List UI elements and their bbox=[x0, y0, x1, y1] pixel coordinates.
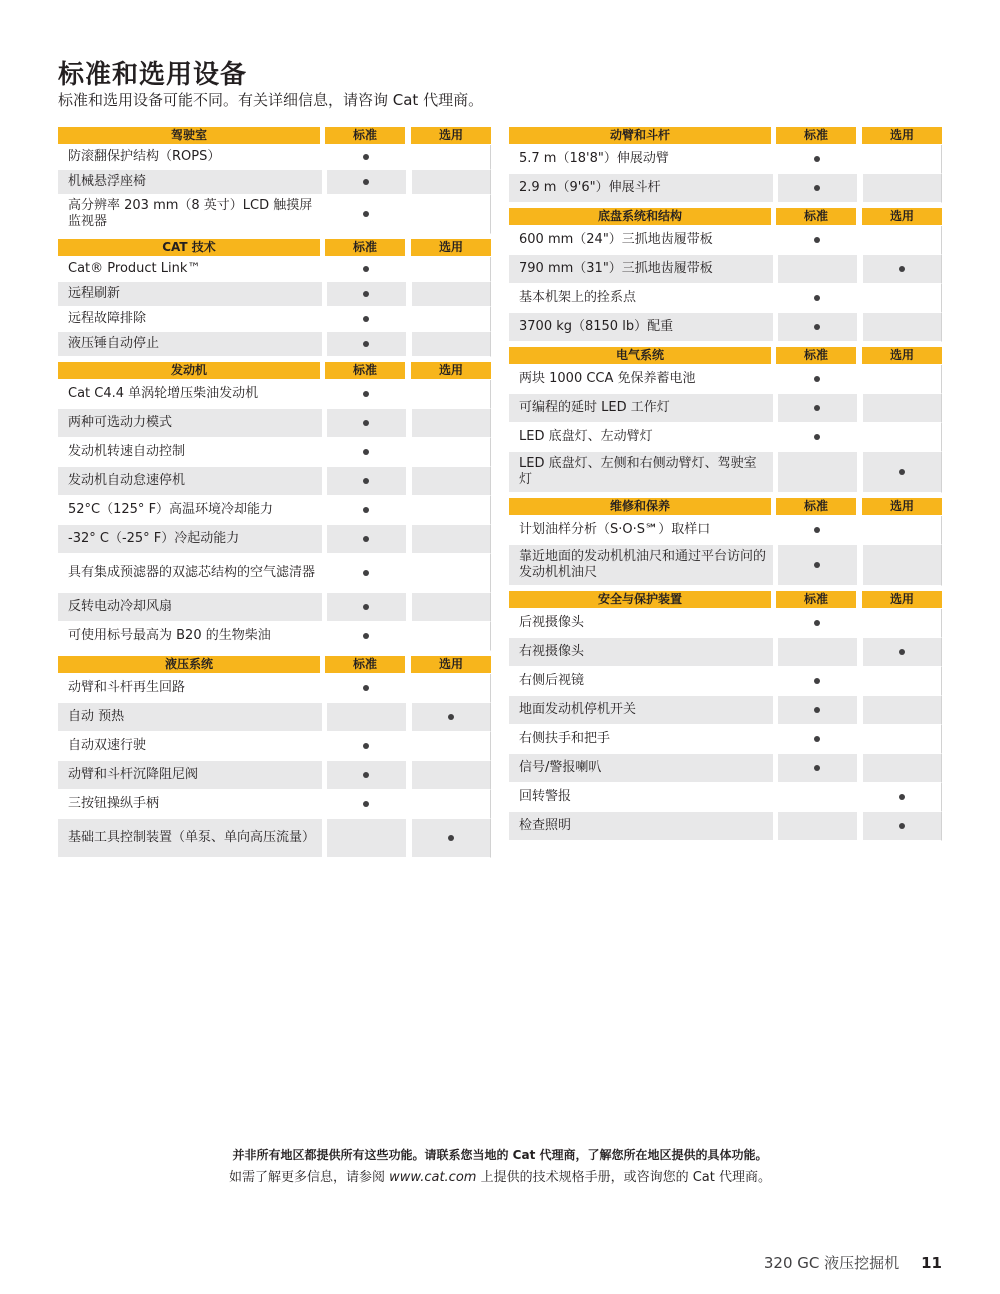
standard-cell bbox=[327, 703, 406, 731]
equipment-name: 高分辨率 203 mm（8 英寸）LCD 触摸屏监视器 bbox=[68, 198, 313, 229]
equipment-row bbox=[509, 696, 942, 725]
standard-column-header: 标准 bbox=[325, 127, 405, 144]
standard-cell bbox=[778, 174, 857, 202]
standard-column-header: 标准 bbox=[776, 591, 856, 608]
standard-cell bbox=[327, 282, 406, 306]
standard-column-header: 标准 bbox=[325, 362, 405, 379]
equipment-name: LED 底盘灯、左侧和右侧动臂灯、驾驶室灯 bbox=[509, 452, 773, 492]
standard-cell bbox=[327, 761, 406, 789]
optional-column-header: 选用 bbox=[411, 127, 491, 144]
equipment-name: 右视摄像头 bbox=[509, 638, 773, 666]
section-header bbox=[58, 362, 491, 380]
standard-column-header: 标准 bbox=[325, 239, 405, 256]
bullet-icon bbox=[363, 420, 369, 426]
equipment-name: 自动双速行驶 bbox=[68, 738, 147, 753]
optional-cell bbox=[412, 409, 490, 437]
bullet-icon bbox=[814, 562, 820, 568]
equipment-row bbox=[58, 593, 491, 622]
equipment-name: 回转警报 bbox=[519, 789, 572, 804]
equipment-name: 检查照明 bbox=[509, 812, 773, 840]
equipment-section bbox=[509, 127, 942, 203]
standard-cell bbox=[778, 226, 857, 254]
optional-cell bbox=[412, 282, 490, 306]
equipment-name: -32° C（-25° F）冷起动能力 bbox=[58, 525, 322, 553]
optional-cell bbox=[412, 761, 490, 789]
equipment-name: 防滚翻保护结构（ROPS） bbox=[68, 149, 221, 164]
standard-column-header: 标准 bbox=[776, 498, 856, 515]
equipment-row bbox=[509, 609, 942, 638]
equipment-row bbox=[58, 380, 491, 409]
equipment-row bbox=[509, 226, 942, 255]
bullet-icon bbox=[363, 179, 369, 185]
optional-cell bbox=[412, 195, 490, 233]
bullet-icon bbox=[814, 527, 820, 533]
bullet-icon bbox=[448, 835, 454, 841]
optional-cell bbox=[863, 365, 941, 393]
standard-cell bbox=[327, 496, 406, 524]
equipment-row bbox=[509, 667, 942, 696]
equipment-name: 两块 1000 CCA 免保养蓄电池 bbox=[519, 371, 696, 386]
equipment-name: 基本机架上的拴系点 bbox=[519, 290, 637, 305]
optional-cell bbox=[863, 725, 941, 753]
standard-cell bbox=[778, 284, 857, 312]
optional-cell bbox=[863, 174, 941, 202]
standard-cell bbox=[327, 438, 406, 466]
equipment-section bbox=[509, 498, 942, 586]
bullet-icon bbox=[363, 570, 369, 576]
section-header bbox=[509, 498, 942, 516]
equipment-row bbox=[509, 174, 942, 203]
section-header bbox=[58, 656, 491, 674]
equipment-row bbox=[509, 638, 942, 667]
equipment-row bbox=[509, 783, 942, 812]
standard-cell bbox=[778, 754, 857, 782]
equipment-row bbox=[58, 761, 491, 790]
standard-cell bbox=[778, 394, 857, 422]
section-title: 电气系统 bbox=[509, 347, 771, 364]
equipment-row bbox=[509, 423, 942, 452]
bullet-icon bbox=[899, 469, 905, 475]
optional-cell bbox=[412, 593, 490, 621]
optional-column-header: 选用 bbox=[862, 208, 942, 225]
equipment-name: 自动 预热 bbox=[58, 703, 322, 731]
standard-cell bbox=[778, 313, 857, 341]
equipment-row bbox=[58, 622, 491, 651]
standard-cell bbox=[778, 812, 857, 840]
equipment-name: Cat® Product Link™ bbox=[68, 261, 201, 276]
equipment-name: 后视摄像头 bbox=[519, 615, 585, 630]
optional-cell bbox=[863, 516, 941, 544]
standard-cell bbox=[778, 609, 857, 637]
bullet-icon bbox=[814, 620, 820, 626]
equipment-row bbox=[58, 282, 491, 307]
equipment-name: 动臂和斗杆再生回路 bbox=[68, 680, 186, 695]
standard-cell bbox=[778, 145, 857, 173]
equipment-row bbox=[58, 170, 491, 195]
standard-cell bbox=[327, 593, 406, 621]
optional-column-header: 选用 bbox=[862, 498, 942, 515]
optional-cell bbox=[863, 812, 941, 840]
standard-cell bbox=[327, 674, 406, 702]
optional-cell bbox=[412, 819, 490, 857]
equipment-row bbox=[58, 554, 491, 593]
standard-cell bbox=[327, 332, 406, 356]
optional-column-header: 选用 bbox=[862, 127, 942, 144]
standard-cell bbox=[778, 365, 857, 393]
standard-cell bbox=[327, 554, 406, 592]
bullet-icon bbox=[363, 604, 369, 610]
equipment-name: 动臂和斗杆沉降阻尼阀 bbox=[58, 761, 322, 789]
equipment-name: 52°C（125° F）高温环境冷却能力 bbox=[68, 502, 274, 517]
bullet-icon bbox=[814, 765, 820, 771]
equipment-name: 600 mm（24"）三抓地齿履带板 bbox=[519, 232, 713, 247]
bullet-icon bbox=[363, 507, 369, 513]
bullet-icon bbox=[363, 316, 369, 322]
standard-cell bbox=[778, 638, 857, 666]
equipment-row bbox=[509, 365, 942, 394]
equipment-row bbox=[58, 674, 491, 703]
page-title: 标准和选用设备 bbox=[58, 60, 248, 90]
equipment-row bbox=[58, 409, 491, 438]
page-subtitle: 标准和选用设备可能不同。有关详细信息，请咨询 Cat 代理商。 bbox=[58, 91, 484, 109]
bullet-icon bbox=[814, 678, 820, 684]
equipment-row bbox=[58, 703, 491, 732]
optional-cell bbox=[412, 307, 490, 331]
more-info-note bbox=[0, 1166, 1000, 1185]
equipment-section bbox=[58, 362, 491, 651]
equipment-name: 两种可选动力模式 bbox=[58, 409, 322, 437]
standard-cell bbox=[778, 783, 857, 811]
optional-cell bbox=[863, 452, 941, 492]
bullet-icon bbox=[363, 685, 369, 691]
equipment-section bbox=[58, 127, 491, 234]
optional-cell bbox=[863, 394, 941, 422]
more-info-text-before: 如需了解更多信息，请参阅 bbox=[229, 1170, 390, 1185]
optional-cell bbox=[412, 170, 490, 194]
standard-cell bbox=[327, 307, 406, 331]
standard-cell bbox=[327, 622, 406, 650]
section-title: 液压系统 bbox=[58, 656, 320, 673]
optional-cell bbox=[863, 284, 941, 312]
equipment-name: 右侧扶手和把手 bbox=[519, 731, 611, 746]
left-equipment-column bbox=[58, 127, 491, 863]
section-header bbox=[509, 591, 942, 609]
standard-column-header: 标准 bbox=[325, 656, 405, 673]
optional-cell bbox=[412, 790, 490, 818]
standard-cell bbox=[327, 790, 406, 818]
page-number: 11 bbox=[921, 1254, 942, 1272]
equipment-row bbox=[509, 545, 942, 586]
equipment-row bbox=[58, 307, 491, 332]
equipment-row bbox=[509, 255, 942, 284]
equipment-name: 可使用标号最高为 B20 的生物柴油 bbox=[68, 628, 271, 643]
equipment-row bbox=[509, 284, 942, 313]
bullet-icon bbox=[363, 391, 369, 397]
standard-cell bbox=[327, 380, 406, 408]
equipment-row bbox=[509, 516, 942, 545]
equipment-name: LED 底盘灯、左动臂灯 bbox=[519, 429, 653, 444]
equipment-name: 信号/警报喇叭 bbox=[509, 754, 773, 782]
equipment-name: 发动机自动怠速停机 bbox=[58, 467, 322, 495]
standard-cell bbox=[778, 667, 857, 695]
standard-cell bbox=[778, 696, 857, 724]
standard-cell bbox=[778, 255, 857, 283]
equipment-name: 右侧后视镜 bbox=[519, 673, 585, 688]
standard-cell bbox=[778, 545, 857, 585]
equipment-row bbox=[509, 313, 942, 342]
standard-cell bbox=[327, 195, 406, 233]
bullet-icon bbox=[363, 266, 369, 272]
section-header bbox=[509, 347, 942, 365]
bullet-icon bbox=[448, 714, 454, 720]
right-equipment-column bbox=[509, 127, 942, 846]
bullet-icon bbox=[363, 211, 369, 217]
equipment-row bbox=[58, 790, 491, 819]
standard-column-header: 标准 bbox=[776, 127, 856, 144]
optional-cell bbox=[412, 732, 490, 760]
bullet-icon bbox=[899, 823, 905, 829]
equipment-row bbox=[58, 819, 491, 858]
equipment-name: 基础工具控制装置（单泵、单向高压流量） bbox=[58, 819, 322, 857]
bullet-icon bbox=[899, 649, 905, 655]
section-title: 驾驶室 bbox=[58, 127, 320, 144]
bullet-icon bbox=[814, 237, 820, 243]
equipment-section bbox=[509, 347, 942, 493]
optional-column-header: 选用 bbox=[862, 591, 942, 608]
equipment-name: 790 mm（31"）三抓地齿履带板 bbox=[509, 255, 773, 283]
section-title: 安全与保护装置 bbox=[509, 591, 771, 608]
bullet-icon bbox=[363, 449, 369, 455]
bullet-icon bbox=[363, 341, 369, 347]
equipment-row bbox=[509, 394, 942, 423]
optional-cell bbox=[863, 226, 941, 254]
bullet-icon bbox=[814, 405, 820, 411]
standard-column-header: 标准 bbox=[776, 208, 856, 225]
equipment-name: 机械悬浮座椅 bbox=[58, 170, 322, 194]
equipment-row bbox=[58, 525, 491, 554]
standard-cell bbox=[327, 732, 406, 760]
bullet-icon bbox=[363, 154, 369, 160]
optional-column-header: 选用 bbox=[411, 362, 491, 379]
optional-cell bbox=[863, 545, 941, 585]
bullet-icon bbox=[363, 801, 369, 807]
section-header bbox=[509, 208, 942, 226]
bullet-icon bbox=[363, 743, 369, 749]
equipment-name: 反转电动冷却风扇 bbox=[58, 593, 322, 621]
standard-cell bbox=[327, 145, 406, 169]
equipment-row bbox=[58, 195, 491, 234]
equipment-name: 远程故障排除 bbox=[68, 311, 147, 326]
bullet-icon bbox=[899, 794, 905, 800]
optional-cell bbox=[412, 332, 490, 356]
bullet-icon bbox=[814, 707, 820, 713]
optional-cell bbox=[863, 783, 941, 811]
optional-cell bbox=[863, 696, 941, 724]
equipment-name: 5.7 m（18'8"）伸展动臂 bbox=[519, 151, 669, 166]
bullet-icon bbox=[363, 536, 369, 542]
equipment-name: 地面发动机停机开关 bbox=[509, 696, 773, 724]
equipment-row bbox=[58, 467, 491, 496]
optional-cell bbox=[863, 423, 941, 451]
equipment-name: 具有集成预滤器的双滤芯结构的空气滤清器 bbox=[68, 565, 316, 580]
equipment-name: 液压锤自动停止 bbox=[58, 332, 322, 356]
bullet-icon bbox=[363, 291, 369, 297]
standard-cell bbox=[327, 257, 406, 281]
page-footer bbox=[764, 1252, 942, 1273]
equipment-row bbox=[509, 812, 942, 841]
equipment-row bbox=[509, 754, 942, 783]
optional-cell bbox=[412, 496, 490, 524]
standard-cell bbox=[778, 516, 857, 544]
bullet-icon bbox=[363, 772, 369, 778]
bullet-icon bbox=[814, 295, 820, 301]
standard-cell bbox=[778, 423, 857, 451]
optional-cell bbox=[412, 703, 490, 731]
optional-cell bbox=[863, 313, 941, 341]
bullet-icon bbox=[814, 434, 820, 440]
bullet-icon bbox=[814, 736, 820, 742]
equipment-name: 2.9 m（9'6"）伸展斗杆 bbox=[509, 174, 773, 202]
bullet-icon bbox=[814, 324, 820, 330]
section-title: 底盘系统和结构 bbox=[509, 208, 771, 225]
bullet-icon bbox=[814, 376, 820, 382]
optional-cell bbox=[863, 609, 941, 637]
bullet-icon bbox=[899, 266, 905, 272]
equipment-row bbox=[509, 452, 942, 493]
equipment-section bbox=[58, 656, 491, 858]
standard-cell bbox=[327, 525, 406, 553]
standard-cell bbox=[327, 819, 406, 857]
optional-cell bbox=[863, 638, 941, 666]
optional-cell bbox=[863, 667, 941, 695]
standard-cell bbox=[778, 452, 857, 492]
equipment-section bbox=[509, 591, 942, 841]
section-header bbox=[58, 239, 491, 257]
standard-cell bbox=[327, 467, 406, 495]
equipment-name: 发动机转速自动控制 bbox=[68, 444, 186, 459]
optional-cell bbox=[863, 255, 941, 283]
equipment-row bbox=[58, 732, 491, 761]
optional-cell bbox=[412, 525, 490, 553]
section-title: 维修和保养 bbox=[509, 498, 771, 515]
equipment-row bbox=[58, 332, 491, 357]
standard-cell bbox=[778, 725, 857, 753]
bullet-icon bbox=[363, 633, 369, 639]
optional-cell bbox=[412, 674, 490, 702]
optional-cell bbox=[412, 257, 490, 281]
standard-column-header: 标准 bbox=[776, 347, 856, 364]
section-title: CAT 技术 bbox=[58, 239, 320, 256]
section-header bbox=[509, 127, 942, 145]
cat-website-link[interactable]: www.cat.com bbox=[389, 1170, 477, 1185]
equipment-row bbox=[58, 257, 491, 282]
equipment-name: 三按钮操纵手柄 bbox=[68, 796, 160, 811]
standard-cell bbox=[327, 409, 406, 437]
document-title: 320 GC 液压挖掘机 bbox=[763, 1254, 900, 1272]
equipment-row bbox=[58, 496, 491, 525]
optional-column-header: 选用 bbox=[862, 347, 942, 364]
bullet-icon bbox=[363, 478, 369, 484]
optional-cell bbox=[863, 754, 941, 782]
optional-cell bbox=[412, 145, 490, 169]
equipment-row bbox=[509, 145, 942, 174]
optional-cell bbox=[412, 622, 490, 650]
equipment-name: 3700 kg（8150 lb）配重 bbox=[509, 313, 773, 341]
equipment-name: 可编程的延时 LED 工作灯 bbox=[509, 394, 773, 422]
equipment-section bbox=[509, 208, 942, 342]
equipment-section bbox=[58, 239, 491, 357]
optional-cell bbox=[863, 145, 941, 173]
section-title: 发动机 bbox=[58, 362, 320, 379]
availability-note: 并非所有地区都提供所有这些功能。请联系您当地的 Cat 代理商，了解您所在地区提供的具体功能。 bbox=[232, 1148, 768, 1162]
equipment-name: 远程刷新 bbox=[58, 282, 322, 306]
equipment-name: 计划油样分析（S·O·S℠）取样口 bbox=[519, 522, 711, 537]
optional-cell bbox=[412, 380, 490, 408]
section-header bbox=[58, 127, 491, 145]
optional-cell bbox=[412, 554, 490, 592]
more-info-text-after: 上提供的技术规格手册，或咨询您的 Cat 代理商。 bbox=[476, 1170, 771, 1185]
section-title: 动臂和斗杆 bbox=[509, 127, 771, 144]
bullet-icon bbox=[814, 156, 820, 162]
equipment-row bbox=[58, 145, 491, 170]
equipment-row bbox=[58, 438, 491, 467]
equipment-row bbox=[509, 725, 942, 754]
optional-column-header: 选用 bbox=[411, 239, 491, 256]
optional-column-header: 选用 bbox=[411, 656, 491, 673]
equipment-name: Cat C4.4 单涡轮增压柴油发动机 bbox=[68, 386, 259, 401]
optional-cell bbox=[412, 467, 490, 495]
bullet-icon bbox=[814, 185, 820, 191]
optional-cell bbox=[412, 438, 490, 466]
standard-cell bbox=[327, 170, 406, 194]
equipment-name: 靠近地面的发动机机油尺和通过平台访问的发动机机油尺 bbox=[509, 545, 773, 585]
